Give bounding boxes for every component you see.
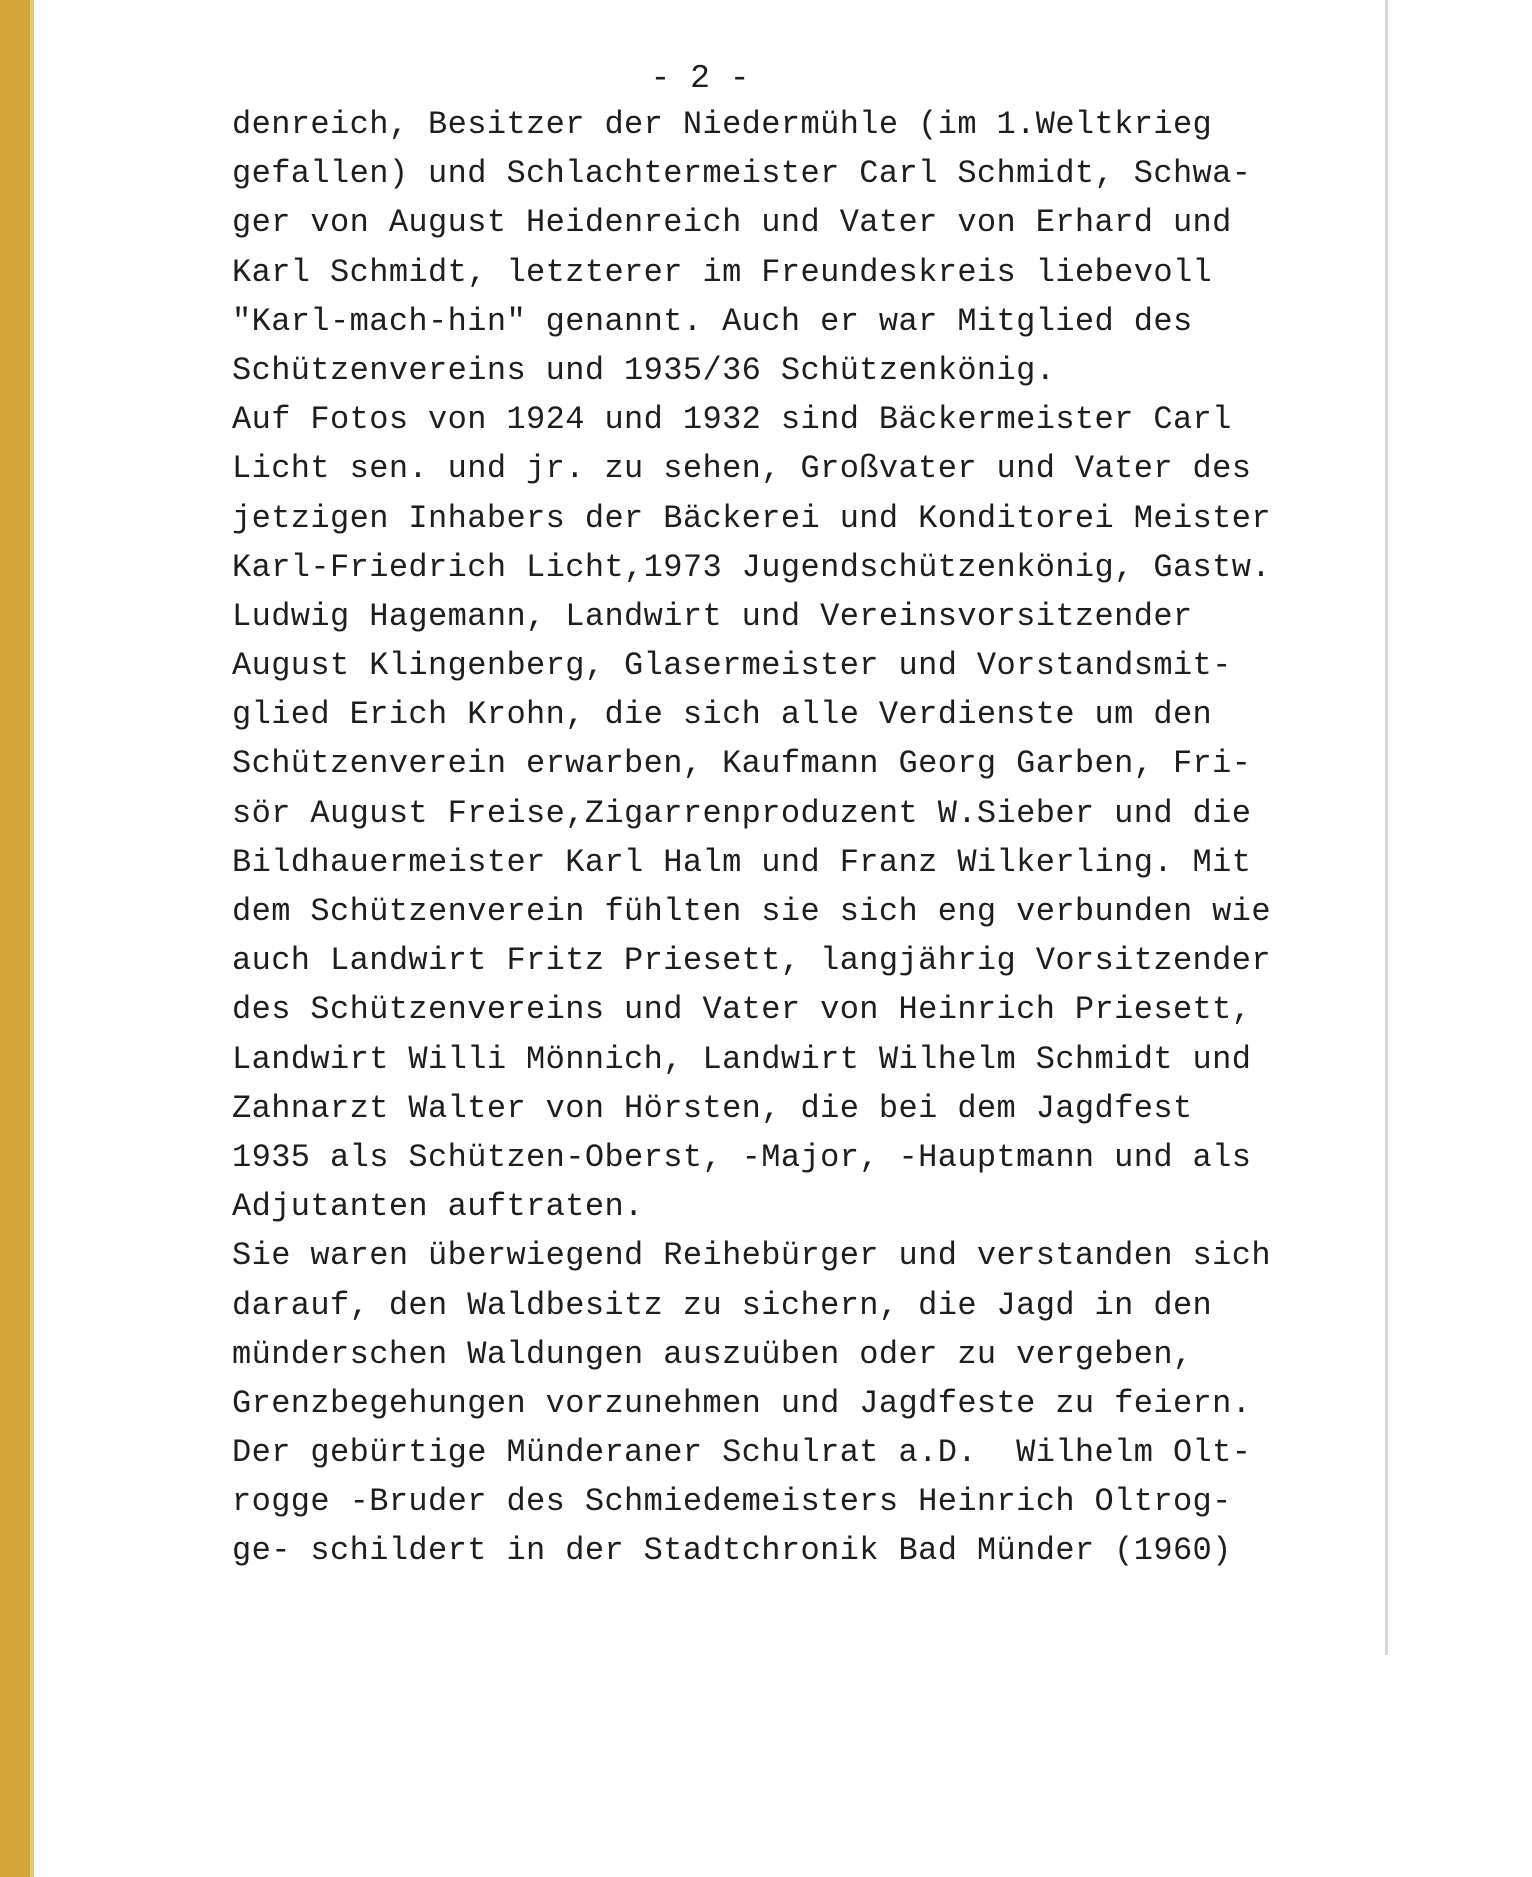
binder-edge bbox=[30, 0, 34, 1877]
text-line: Schützenverein erwarben, Kaufmann Georg Garben, Fri- bbox=[232, 745, 1252, 783]
page-right-edge bbox=[1385, 0, 1388, 1655]
text-line: Adjutanten auftraten. bbox=[232, 1188, 644, 1226]
text-line: Licht sen. und jr. zu sehen, Großvater und Vater des bbox=[232, 450, 1252, 488]
text-line: Karl Schmidt, letzterer im Freundeskreis liebevoll bbox=[232, 253, 1213, 291]
text-line: Sie waren überwiegend Reihebürger und verstanden sich bbox=[232, 1237, 1271, 1275]
text-line: Ludwig Hagemann, Landwirt und Vereinsvorsitzender bbox=[232, 597, 1193, 635]
text-line: gefallen) und Schlachtermeister Carl Schmidt, Schwa- bbox=[232, 155, 1252, 193]
typed-text-body bbox=[232, 100, 1332, 1576]
text-line: "Karl-mach-hin" genannt. Auch er war Mitglied des bbox=[232, 302, 1193, 340]
text-line: Bildhauermeister Karl Halm und Franz Wilkerling. Mit bbox=[232, 843, 1252, 881]
page-number: - 2 - bbox=[650, 60, 750, 97]
text-line: auch Landwirt Fritz Priesett, langjährig Vorsitzender bbox=[232, 942, 1271, 980]
text-line: glied Erich Krohn, die sich alle Verdienste um den bbox=[232, 696, 1213, 734]
binder-strip bbox=[0, 0, 30, 1877]
text-line: August Klingenberg, Glasermeister und Vorstandsmit- bbox=[232, 647, 1232, 685]
text-line: denreich, Besitzer der Niedermühle (im 1.Weltkrieg bbox=[232, 106, 1213, 143]
text-line: sör August Freise,Zigarrenproduzent W.Sieber und die bbox=[232, 794, 1252, 832]
text-line: Auf Fotos von 1924 und 1932 sind Bäckermeister Carl bbox=[232, 401, 1232, 439]
text-line: Grenzbegehungen vorzunehmen und Jagdfeste zu feiern. bbox=[232, 1384, 1252, 1422]
text-line: 1935 als Schützen-Oberst, -Major, -Hauptmann und als bbox=[232, 1138, 1252, 1176]
text-line: ger von August Heidenreich und Vater von Erhard und bbox=[232, 204, 1232, 242]
text-line: münderschen Waldungen auszuüben oder zu vergeben, bbox=[232, 1335, 1193, 1373]
text-line: jetzigen Inhabers der Bäckerei und Konditorei Meister bbox=[232, 499, 1271, 537]
text-line: dem Schützenverein fühlten sie sich eng verbunden wie bbox=[232, 893, 1271, 930]
text-line: Landwirt Willi Mönnich, Landwirt Wilhelm Schmidt und bbox=[232, 1040, 1252, 1078]
text-line: Zahnarzt Walter von Hörsten, die bei dem Jagdfest bbox=[232, 1089, 1193, 1127]
text-line: darauf, den Waldbesitz zu sichern, die Jagd in den bbox=[232, 1286, 1213, 1324]
text-line: Der gebürtige Münderaner Schulrat a.D. Wilhelm Olt- bbox=[232, 1434, 1252, 1472]
text-line: Schützenvereins und 1935/36 Schützenkönig. bbox=[232, 351, 1056, 389]
text-line: rogge -Bruder des Schmiedemeisters Heinrich Oltrog- bbox=[232, 1483, 1232, 1521]
text-line: Karl-Friedrich Licht,1973 Jugendschützenkönig, Gastw. bbox=[232, 548, 1271, 586]
text-line: ge- schildert in der Stadtchronik Bad Münder (1960) bbox=[232, 1532, 1232, 1570]
text-line: des Schützenvereins und Vater von Heinrich Priesett, bbox=[232, 991, 1252, 1029]
